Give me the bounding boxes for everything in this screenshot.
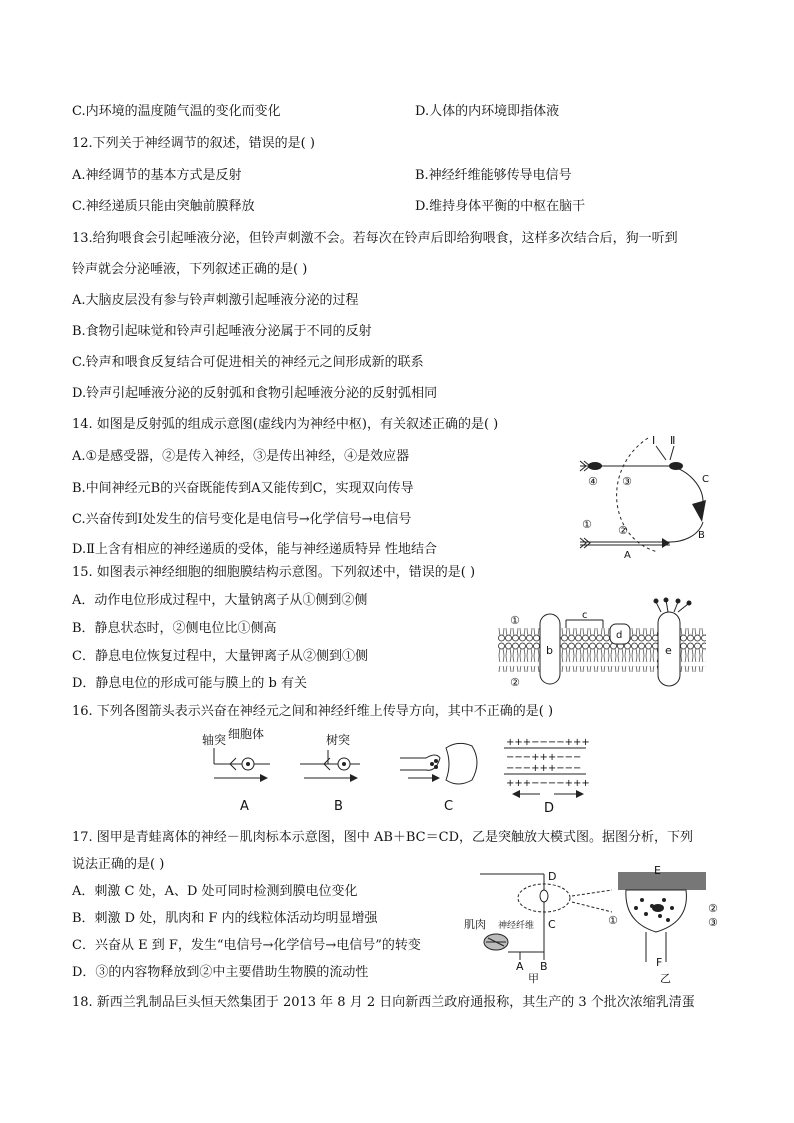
q15-option-a: A．动作电位形成过程中，大量钠离子从①侧到②侧 <box>72 593 368 608</box>
fig-D-row3: −−−+++−−− <box>506 763 582 774</box>
fig-A-caption: A <box>240 799 249 814</box>
q17-option-a: A．刺激 C 处，A、D 处可同时检测到膜电位变化 <box>72 884 358 899</box>
fig-label-4: ④ <box>588 475 598 488</box>
membrane-side-2: ② <box>510 676 520 689</box>
q12-option-a: A.神经调节的基本方式是反射 <box>72 168 242 183</box>
nerve-muscle-figure <box>460 862 730 985</box>
q15-stem: 15. 如图表示神经细胞的细胞膜结构示意图。下列叙述中，错误的是( ) <box>72 565 476 580</box>
q13-stem-line1: 13.给狗喂食会引起唾液分泌，但铃声刺激不会。若每次在铃声后即给狗喂食，这样多次结合后，狗一听到 <box>72 231 678 246</box>
q13-option-b: B.食物引起味觉和铃声引起唾液分泌属于不同的反射 <box>72 324 372 339</box>
membrane-label-b: b <box>546 644 553 657</box>
fig-yi-3: ③ <box>708 916 718 929</box>
fig-jia-A: A <box>516 960 524 973</box>
fig-label-A: A <box>624 550 631 561</box>
reflex-arc-figure <box>570 430 720 560</box>
fig-label-I: Ⅰ <box>652 434 656 447</box>
fig-D-row2: −−−+++−−− <box>506 752 582 763</box>
membrane-label-e: e <box>665 644 672 657</box>
q12-option-c: C.神经递质只能由突触前膜释放 <box>72 199 255 214</box>
q12-option-d: D.维持身体平衡的中枢在脑干 <box>415 199 586 214</box>
q11-option-d: D.人体的内环境即指体液 <box>415 104 560 119</box>
fig-axon-label: 轴突 <box>202 733 227 747</box>
fig-yi-caption: 乙 <box>660 972 671 985</box>
q13-option-c: C.铃声和喂食反复结合可促进相关的神经元之间形成新的联系 <box>72 355 424 370</box>
fig-jia-B: B <box>540 960 548 973</box>
q14-option-a: A.①是感受器，②是传入神经，③是传出神经，④是效应器 <box>72 449 410 464</box>
q14-option-d: D.Ⅱ上含有相应的神经递质的受体，能与神经递质特异 性地结合 <box>72 542 438 557</box>
fig-body-label: 细胞体 <box>228 727 265 741</box>
fig-label-II: Ⅱ <box>670 434 676 447</box>
q13-stem-line2: 铃声就会分泌唾液，下列叙述正确的是( ) <box>72 262 308 277</box>
q12-option-b: B.神经纤维能够传导电信号 <box>415 168 572 183</box>
fig-jia-muscle: 肌肉 <box>464 918 486 931</box>
q13-option-a: A.大脑皮层没有参与铃声刺激引起唾液分泌的过程 <box>72 293 359 308</box>
fig-B-caption: B <box>334 799 343 814</box>
q14-stem: 14. 如图是反射弧的组成示意图(虚线内为神经中枢)，有关叙述正确的是( ) <box>72 417 499 432</box>
fig-label-B: B <box>698 530 705 541</box>
fig-C-caption: C <box>444 799 454 814</box>
q17-stem-line1: 17. 图甲是青蛙离体的神经－肌肉标本示意图，图中 AB＋BC＝CD，乙是突触放大模式图。据图分析，下列 <box>72 830 693 845</box>
q14-option-c: C.兴奋传到Ⅰ处发生的信号变化是电信号→化学信号→电信号 <box>72 512 412 527</box>
cell-membrane-figure <box>498 598 706 688</box>
fig-jia-caption: 甲 <box>528 972 539 985</box>
fig-jia-C: C <box>548 918 556 931</box>
fig-label-2: ② <box>618 524 628 537</box>
q11-option-c: C.内环境的温度随气温的变化而变化 <box>72 104 281 119</box>
fig-D-caption: D <box>544 801 555 816</box>
q15-option-d: D．静息电位的形成可能与膜上的 b 有关 <box>72 676 308 691</box>
q17-stem-line2: 说法正确的是( ) <box>72 857 165 872</box>
fig-jia-fiber: 神经纤维 <box>498 921 535 931</box>
q13-option-d: D.铃声引起唾液分泌的反射弧和食物引起唾液分泌的反射弧相同 <box>72 386 438 401</box>
fig-D-row1: +++−−−−+++ <box>506 737 590 748</box>
q17-option-b: B．刺激 D 处，肌肉和 F 内的线粒体活动均明显增强 <box>72 911 378 926</box>
fig-yi-1: ① <box>608 914 618 927</box>
fig-jia-D: D <box>548 870 557 883</box>
q16-stem: 16. 下列各图箭头表示兴奋在神经元之间和神经纤维上传导方向，其中不正确的是( ) <box>72 704 554 719</box>
fig-dendrite-label: 树突 <box>326 733 351 747</box>
fig-label-3: ③ <box>622 475 632 488</box>
q15-option-c: C．静息电位恢复过程中，大量钾离子从②侧到①侧 <box>72 649 368 664</box>
q18-stem: 18. 新西兰乳制品巨头恒天然集团于 2013 年 8 月 2 日向新西兰政府通报称，其生产的 3 个批次浓缩乳清蛋 <box>72 995 695 1010</box>
membrane-label-d: d <box>616 630 623 641</box>
q17-option-c: C．兴奋从 E 到 F，发生“电信号→化学信号→电信号”的转变 <box>72 938 421 953</box>
fig-D-row4: +++−−−−+++ <box>506 778 590 789</box>
q15-option-b: B．静息状态时，②侧电位比①侧高 <box>72 621 277 636</box>
conduction-figure <box>200 728 600 818</box>
membrane-side-1: ① <box>510 614 520 627</box>
q14-option-b: B.中间神经元B的兴奋既能传到A又能传到C，实现双向传导 <box>72 481 414 496</box>
q12-stem: 12.下列关于神经调节的叙述，错误的是( ) <box>72 136 315 151</box>
membrane-label-c: c <box>582 610 588 621</box>
fig-yi-2: ② <box>708 902 718 915</box>
fig-label-1: ① <box>582 518 592 531</box>
q17-option-d: D．③的内容物释放到②中主要借助生物膜的流动性 <box>72 965 369 980</box>
fig-label-C: C <box>702 474 709 485</box>
fig-yi-F: F <box>656 956 663 969</box>
fig-yi-E: E <box>654 864 661 877</box>
